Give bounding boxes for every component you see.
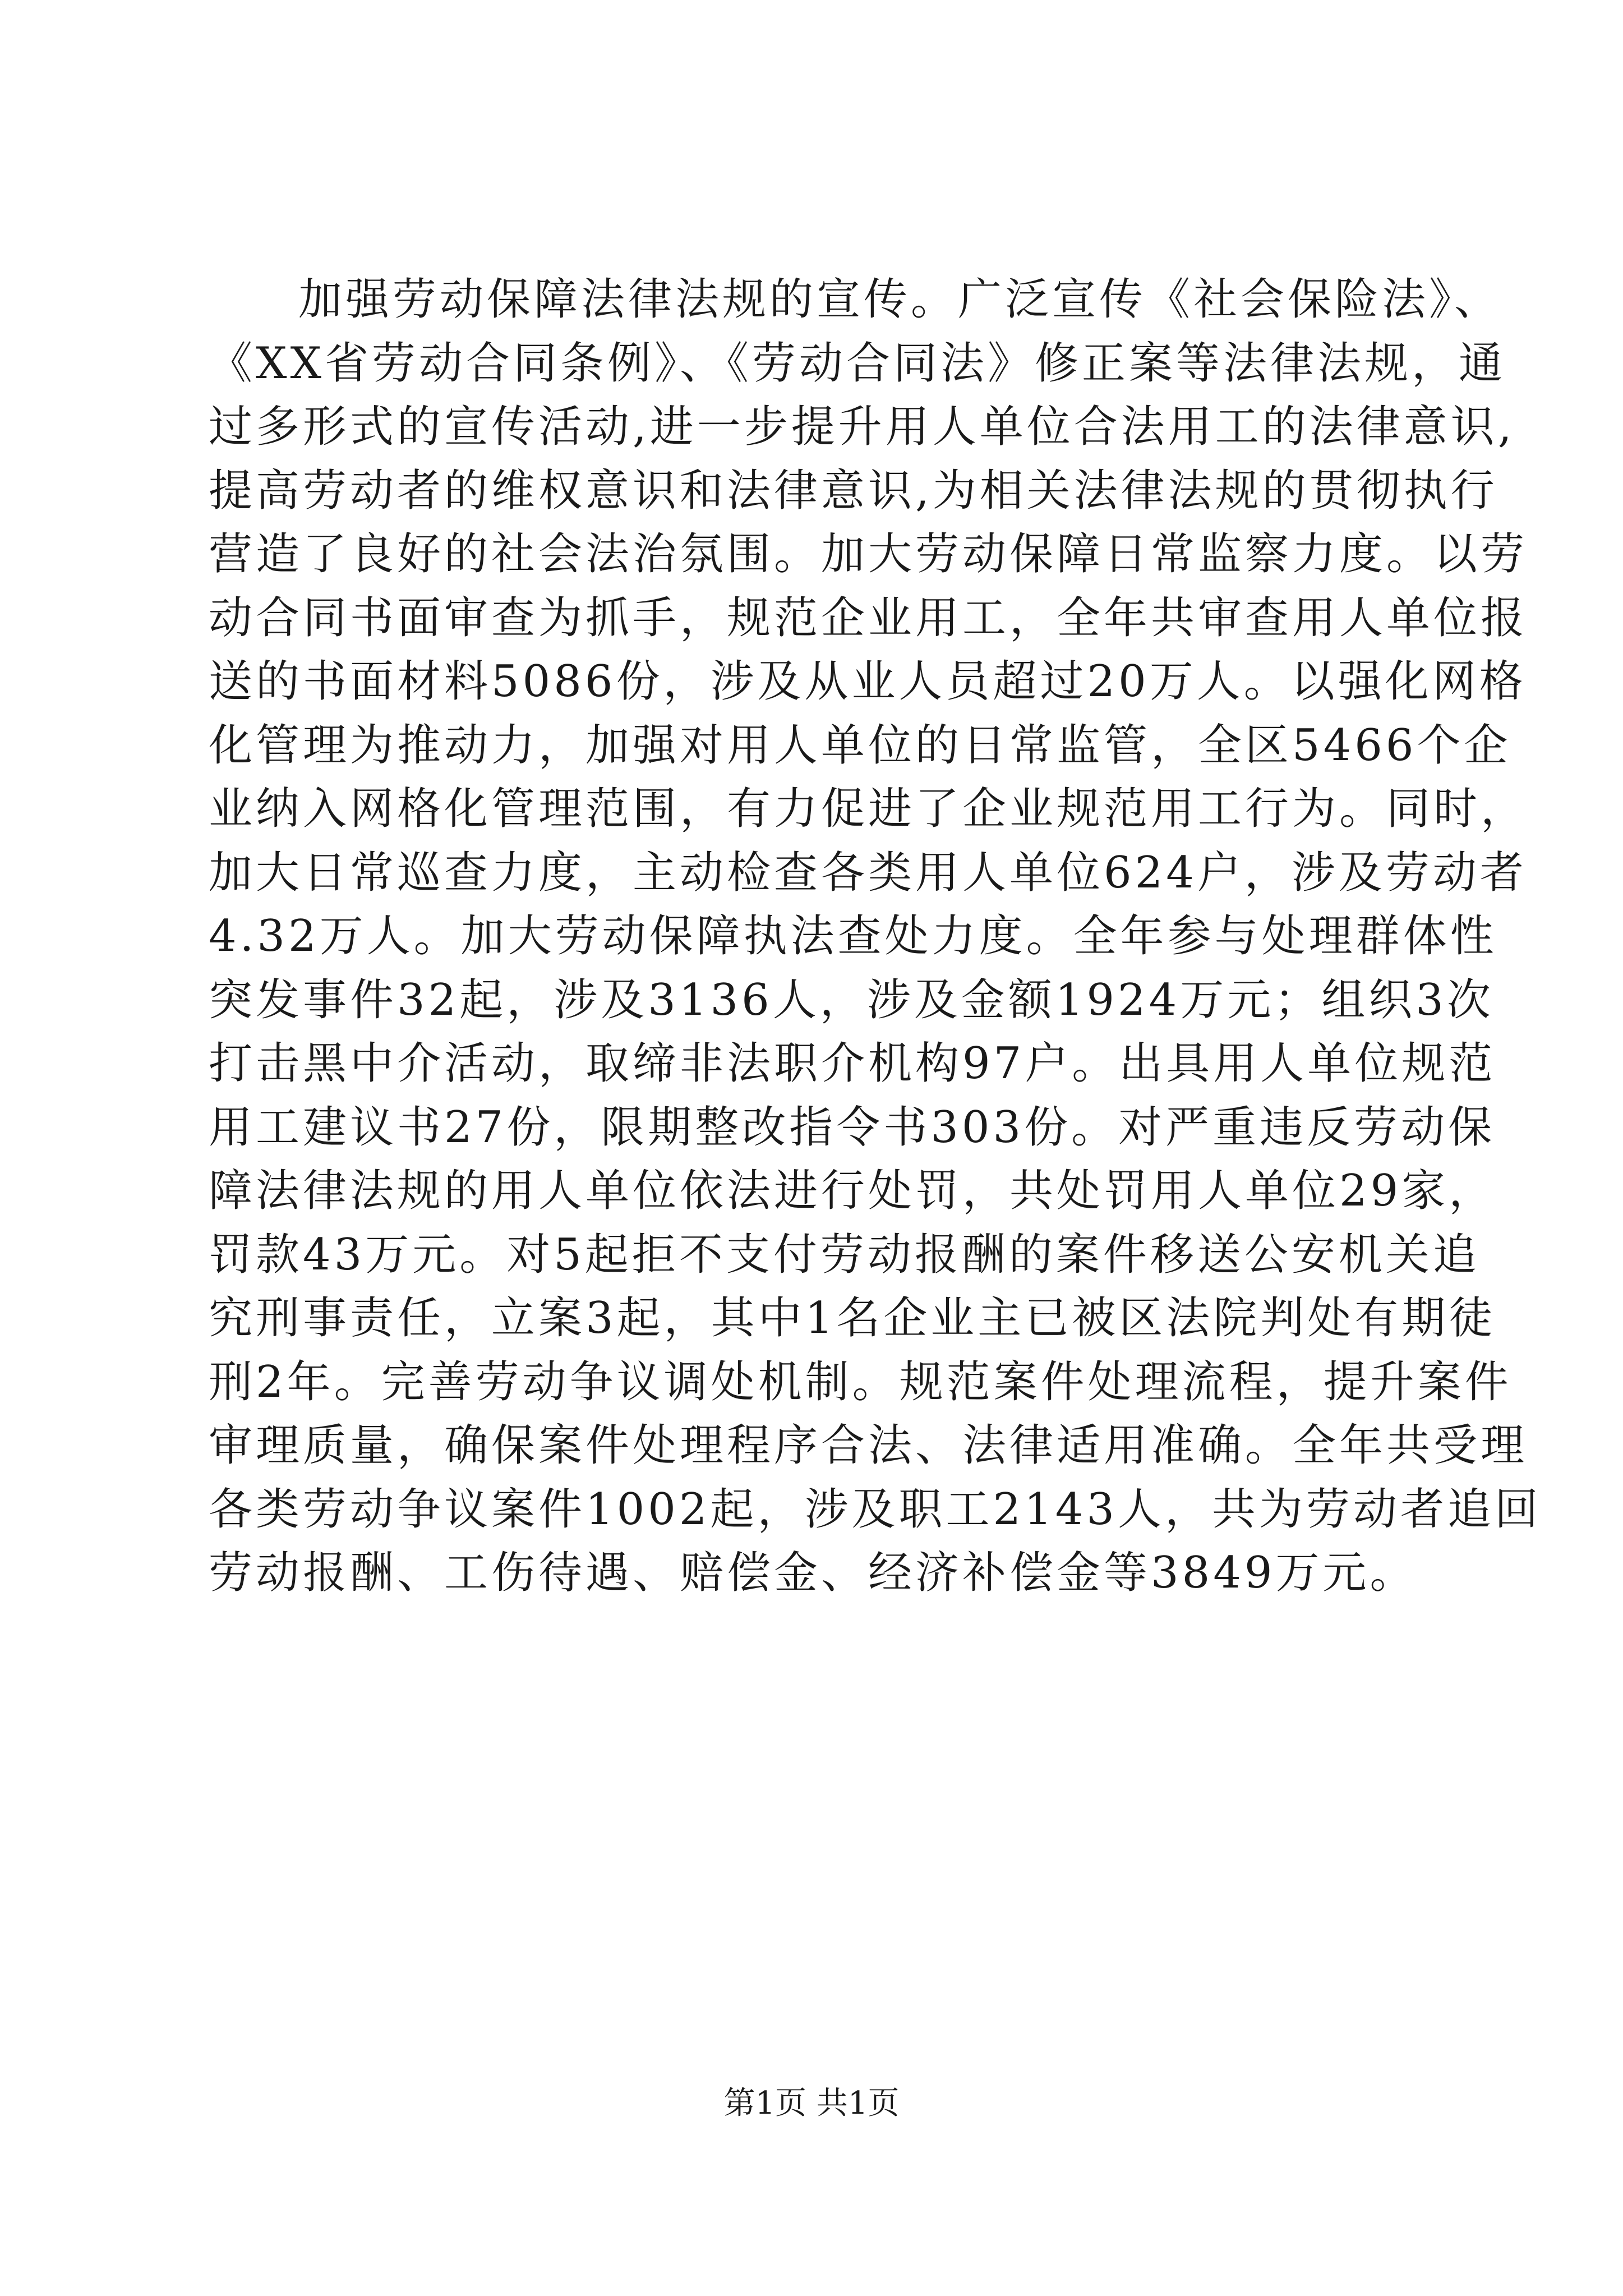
text-line: 过多形式的宣传活动,进一步提升用人单位合法用工的法律意识, [209,402,1515,452]
text-line: 各类劳动争议案件1002起，涉及职工2143人，共为劳动者追回 [209,1484,1542,1535]
text-line: 劳动报酬、工伤待遇、赔偿金、经济补偿金等3849万元。 [209,1548,1417,1598]
body-text [209,268,1542,1605]
text-line: 加大日常巡查力度，主动检查各类用人单位624户，涉及劳动者 [209,847,1527,898]
text-line: 罚款43万元。对5起拒不支付劳动报酬的案件移送公安机关追 [209,1229,1480,1280]
text-line: 业纳入网格化管理范围，有力促进了企业规范用工行为。同时， [209,784,1528,834]
text-line: 加强劳动保障法律法规的宣传。广泛宣传《社会保险法》、 [298,274,1502,325]
text-line: 提高劳动者的维权意识和法律意识,为相关法律法规的贯彻执行 [209,465,1498,516]
page-footer: 第1页 共1页 [723,2085,900,2122]
text-line: 营造了良好的社会法治氛围。加大劳动保障日常监察力度。以劳 [209,529,1528,579]
text-line: 审理质量，确保案件处理程序合法、法律适用准确。全年共受理 [209,1420,1528,1471]
text-line: 化管理为推动力，加强对用人单位的日常监管，全区5466个企 [209,720,1511,771]
text-line: 用工建议书27份，限期整改指令书303份。对严重违反劳动保 [209,1102,1496,1153]
text-line: 送的书面材料5086份，涉及从业人员超过20万人。以强化网格 [209,656,1527,707]
text-line: 究刑事责任，立案3起，其中1名企业主已被区法院判处有期徒 [209,1293,1496,1343]
text-line: 突发事件32起，涉及3136人，涉及金额1924万元；组织3次 [209,974,1494,1025]
text-line: 《XX省劳动合同条例》、《劳动合同法》修正案等法律法规，通 [209,338,1506,389]
text-line: 障法律法规的用人单位依法进行处罚，共处罚用人单位29家， [209,1166,1496,1216]
text-line: 刑2年。完善劳动争议调处机制。规范案件处理流程，提升案件 [209,1356,1512,1407]
text-line: 4.32万人。加大劳动保障执法查处力度。全年参与处理群体性 [209,911,1497,961]
text-line: 动合同书面审查为抓手，规范企业用工，全年共审查用人单位报 [209,592,1528,643]
text-line: 打击黑中介活动，取缔非法职介机构97户。出具用人单位规范 [209,1038,1496,1089]
